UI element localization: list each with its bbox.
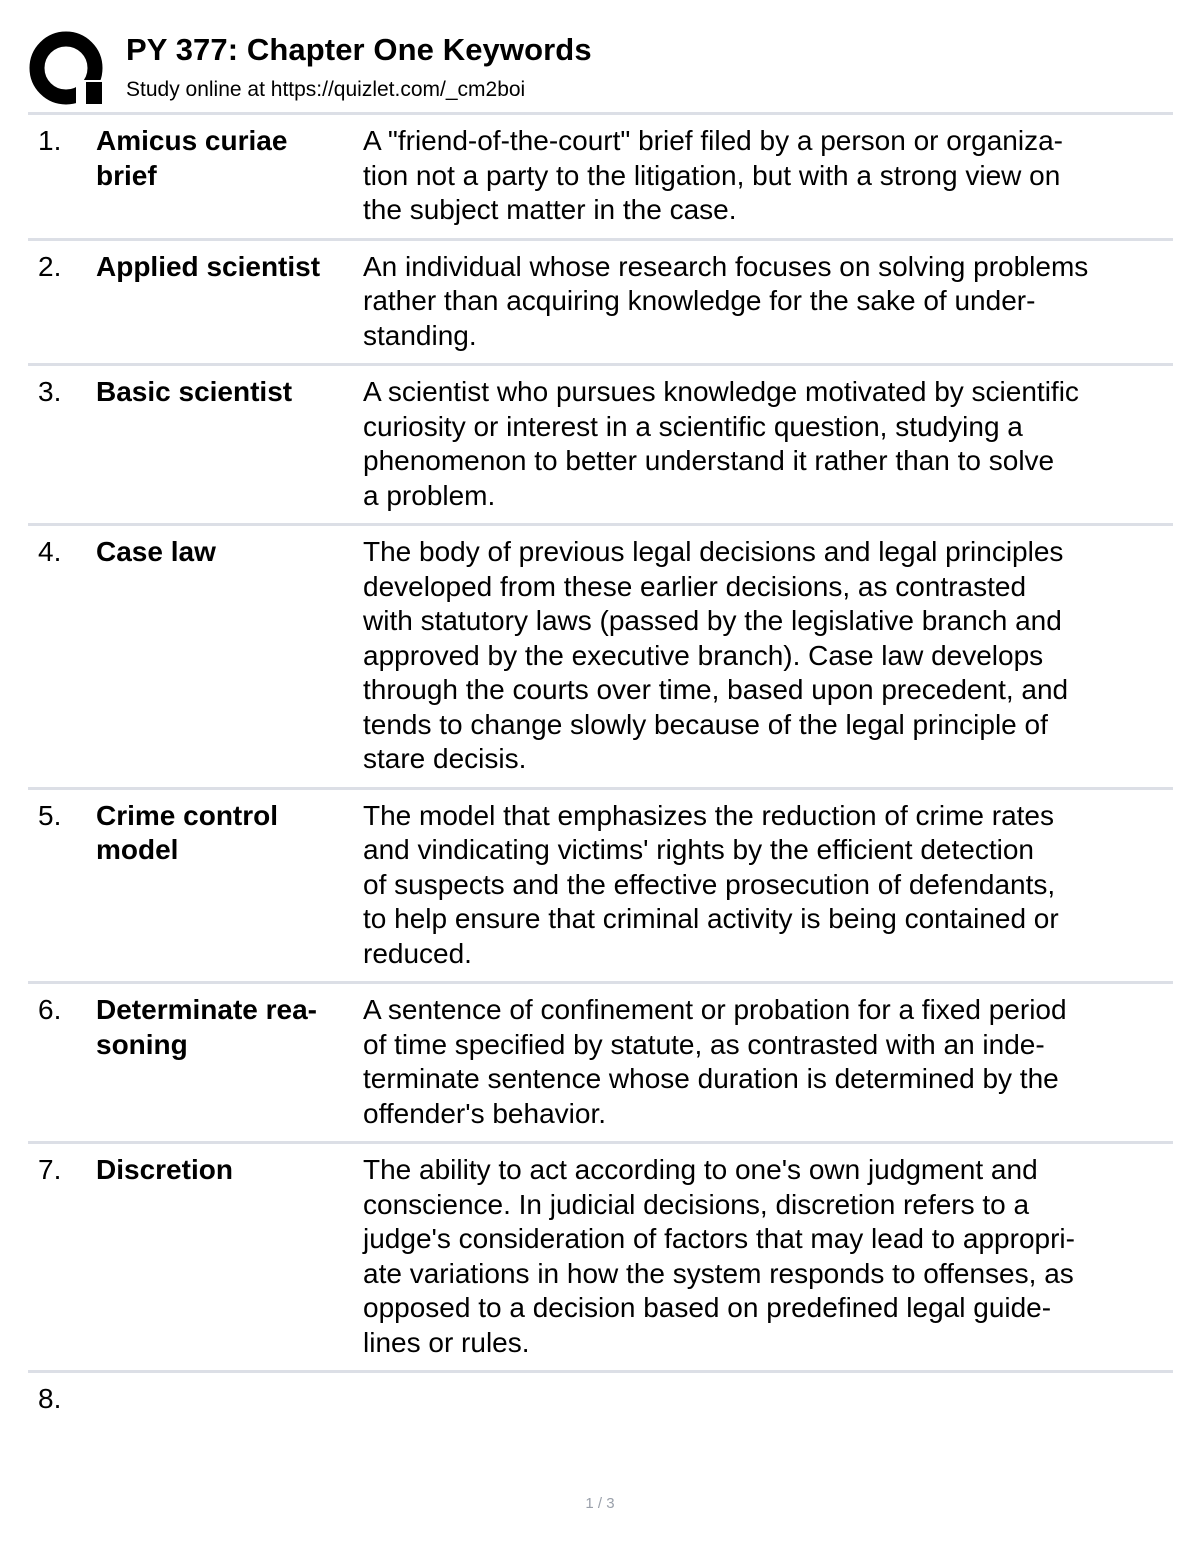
keyword-definition-line: A sentence of confinement or probation for a fixed period	[363, 994, 1067, 1025]
keyword-row	[28, 1373, 1173, 1427]
keyword-definition	[363, 799, 1163, 972]
keyword-definition-line: phenomenon to better understand it rather than to solve	[363, 445, 1055, 476]
keyword-term-line: Applied scientist	[96, 250, 321, 282]
keyword-definition-line: of suspects and the effective prosecution of defendants,	[363, 868, 1056, 900]
keyword-term	[96, 535, 363, 777]
keyword-definition-line: offender's behavior.	[363, 1097, 607, 1129]
keyword-definition-line: The ability to act according to one's own judgment and	[363, 1154, 1038, 1185]
keyword-definition-line: tends to change slowly because of the legal principle of	[363, 708, 1048, 740]
keyword-definition-line: a problem.	[363, 479, 496, 511]
keyword-number: 6.	[38, 994, 62, 1025]
keyword-number: 8.	[38, 1383, 62, 1414]
keyword-definition	[363, 250, 1163, 354]
keyword-term-line: Basic scientist	[96, 376, 293, 407]
keyword-definition	[363, 993, 1163, 1131]
keyword-definition-line: reduced.	[363, 937, 472, 969]
keyword-row	[28, 241, 1173, 367]
keyword-definition-line: lines or rules.	[363, 1326, 530, 1358]
keyword-definition-line: terminate sentence whose duration is determined by the	[363, 1063, 1059, 1094]
page-header	[28, 30, 1178, 110]
keyword-definition-line: judge's consideration of factors that may lead to appropri-	[363, 1223, 1075, 1254]
keyword-row	[28, 526, 1173, 790]
keyword-term	[96, 375, 363, 513]
keyword-definition-line: approved by the executive branch). Case law develops	[363, 639, 1044, 671]
keyword-row	[28, 1144, 1173, 1373]
keyword-definition-line: and vindicating victims' rights by the efficient detection	[363, 834, 1034, 865]
keyword-definition	[363, 1382, 1163, 1417]
keyword-term	[96, 124, 363, 228]
keyword-term-line: Case law	[96, 536, 216, 567]
keyword-row	[28, 984, 1173, 1144]
keyword-number: 7.	[38, 1154, 62, 1185]
keyword-definition-line: curiosity or interest in a scientific question, studying a	[363, 410, 1023, 442]
keyword-term-line: model	[96, 834, 179, 865]
keyword-definition-line: ate variations in how the system responds to offenses, as	[363, 1257, 1074, 1289]
keyword-term	[96, 1382, 363, 1417]
keyword-definition-line: of time specified by statute, as contrasted with an inde-	[363, 1028, 1045, 1060]
keyword-term-line: Discretion	[96, 1154, 233, 1185]
keyword-definition	[363, 535, 1163, 777]
keyword-definition-line: rather than acquiring knowledge for the sake of under-	[363, 285, 1036, 316]
keyword-definition-line: opposed to a decision based on predefined legal guide-	[363, 1292, 1052, 1323]
keyword-row	[28, 115, 1173, 241]
keyword-number: 2.	[38, 250, 62, 282]
keyword-term-line: soning	[96, 1028, 188, 1060]
keyword-term-line: Crime control	[96, 799, 279, 831]
keyword-definition-line: with statutory laws (passed by the legislative branch and	[363, 605, 1062, 636]
keyword-term	[96, 1153, 363, 1360]
keyword-definition-line: The body of previous legal decisions and legal principles	[363, 536, 1064, 567]
keyword-number: 3.	[38, 376, 62, 407]
keyword-term	[96, 993, 363, 1131]
keyword-number: 4.	[38, 536, 62, 567]
keyword-term-line: brief	[96, 159, 157, 191]
study-online-link[interactable]: Study online at https://quizlet.com/_cm2boi	[126, 78, 526, 101]
keyword-term-line: Determinate rea-	[96, 994, 317, 1025]
keyword-row	[28, 366, 1173, 526]
page-indicator: 1 / 3	[585, 1495, 615, 1512]
keyword-definition-line: A "friend-of-the-court" brief filed by a person or organiza-	[363, 125, 1063, 156]
keyword-definition-line: conscience. In judicial decisions, discretion refers to a	[363, 1188, 1030, 1220]
keyword-row	[28, 790, 1173, 985]
quizlet-q-logo-icon	[28, 30, 108, 110]
keyword-number: 1.	[38, 125, 62, 156]
keyword-definition	[363, 1153, 1163, 1360]
keyword-definition-line: An individual whose research focuses on solving problems	[363, 250, 1089, 282]
keyword-term	[96, 799, 363, 972]
keyword-definition-line: stare decisis.	[363, 743, 527, 774]
keyword-definition-line: developed from these earlier decisions, as contrasted	[363, 570, 1027, 602]
keyword-definition-line: to help ensure that criminal activity is being contained or	[363, 903, 1059, 934]
keyword-definition-line: through the courts over time, based upon precedent, and	[363, 674, 1069, 705]
keyword-definition-line: standing.	[363, 319, 477, 351]
keyword-definition-line: the subject matter in the case.	[363, 194, 737, 225]
keyword-definition-line: tion not a party to the litigation, but with a strong view on	[363, 159, 1061, 191]
keyword-term	[96, 250, 363, 354]
keyword-definition	[363, 124, 1163, 228]
keyword-definition-line: A scientist who pursues knowledge motivated by scientific	[363, 376, 1079, 407]
keyword-list	[28, 115, 1173, 1427]
keyword-number: 5.	[38, 799, 62, 831]
keyword-definition-line: The model that emphasizes the reduction of crime rates	[363, 799, 1055, 831]
page-title: PY 377: Chapter One Keywords	[126, 32, 592, 67]
keyword-term-line: Amicus curiae	[96, 125, 288, 156]
keyword-definition	[363, 375, 1163, 513]
